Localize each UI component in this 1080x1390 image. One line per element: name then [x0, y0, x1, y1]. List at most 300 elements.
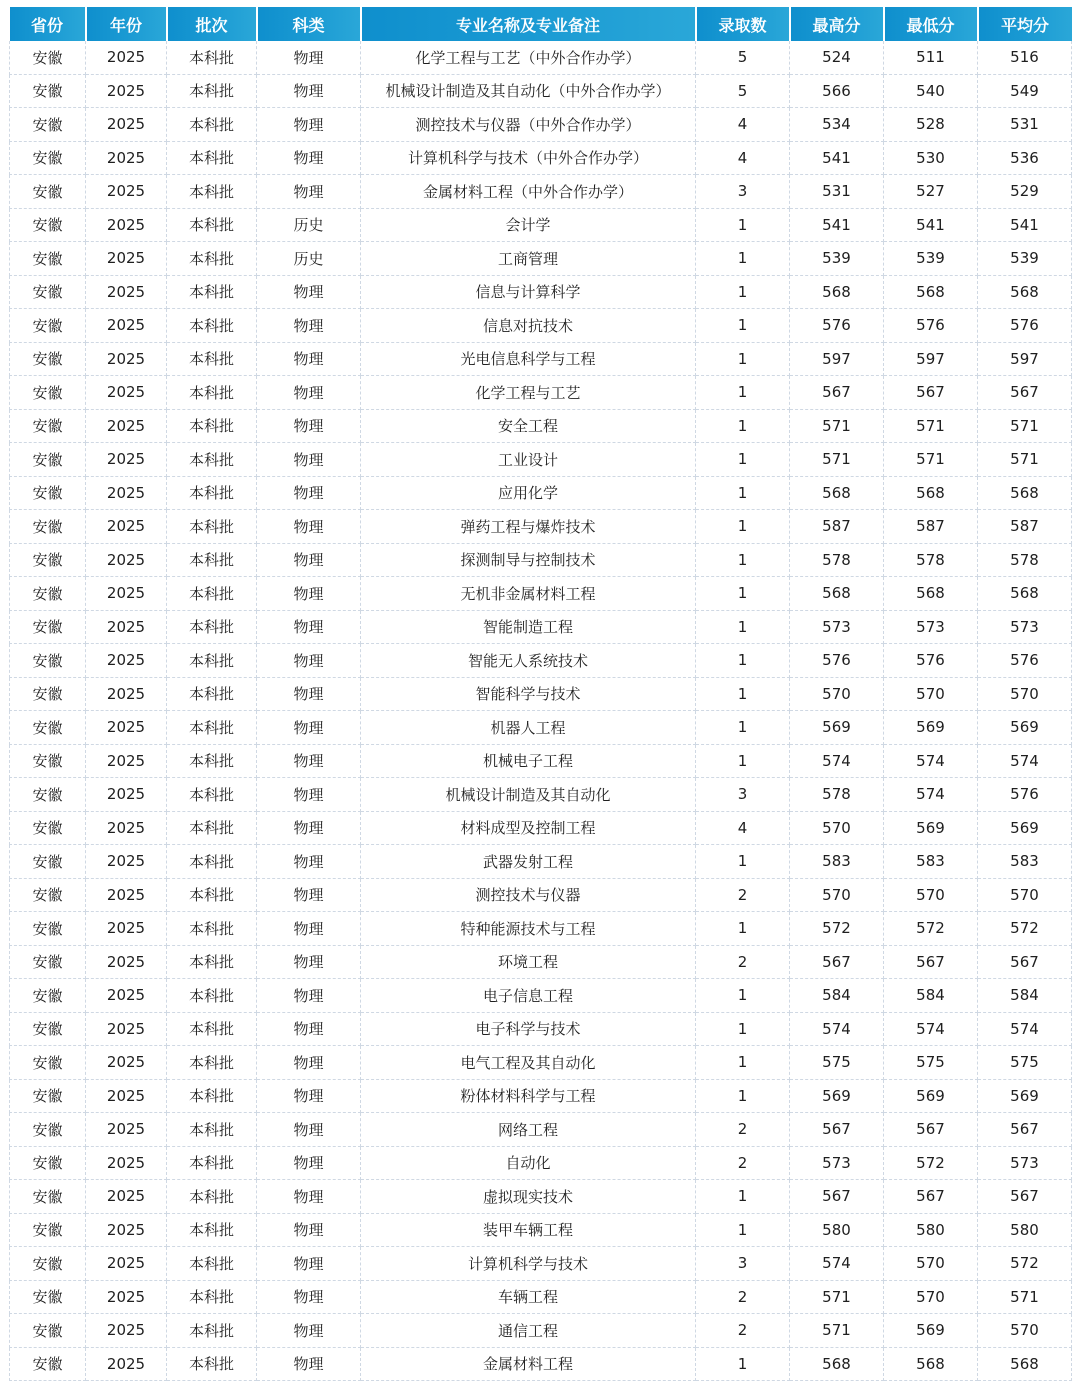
cell-major: 工业设计	[361, 443, 696, 477]
cell-year: 2025	[86, 275, 167, 309]
cell-min-score: 511	[884, 41, 978, 74]
cell-year: 2025	[86, 1012, 167, 1046]
cell-min-score: 576	[884, 309, 978, 343]
cell-subject: 物理	[257, 1146, 361, 1180]
cell-major: 无机非金属材料工程	[361, 577, 696, 611]
cell-major: 材料成型及控制工程	[361, 811, 696, 845]
table-row	[10, 443, 1072, 477]
cell-min-score: 584	[884, 979, 978, 1013]
cell-admitted-count: 3	[696, 1247, 790, 1281]
cell-admitted-count: 1	[696, 610, 790, 644]
cell-province: 安徽	[10, 577, 86, 611]
table-row	[10, 610, 1072, 644]
cell-admitted-count: 2	[696, 1314, 790, 1348]
cell-major: 测控技术与仪器	[361, 878, 696, 912]
cell-province: 安徽	[10, 1314, 86, 1348]
cell-admitted-count: 1	[696, 1347, 790, 1381]
cell-max-score: 576	[790, 309, 884, 343]
cell-max-score: 571	[790, 409, 884, 443]
cell-province: 安徽	[10, 1012, 86, 1046]
cell-year: 2025	[86, 1113, 167, 1147]
cell-batch: 本科批	[167, 711, 257, 745]
cell-subject: 物理	[257, 912, 361, 946]
cell-admitted-count: 2	[696, 1146, 790, 1180]
cell-year: 2025	[86, 476, 167, 510]
cell-max-score: 571	[790, 1314, 884, 1348]
cell-max-score: 583	[790, 845, 884, 879]
cell-admitted-count: 4	[696, 811, 790, 845]
cell-admitted-count: 1	[696, 376, 790, 410]
cell-admitted-count: 1	[696, 275, 790, 309]
table-row	[10, 1247, 1072, 1281]
cell-province: 安徽	[10, 543, 86, 577]
table-row	[10, 41, 1072, 74]
cell-admitted-count: 3	[696, 175, 790, 209]
table-row	[10, 912, 1072, 946]
cell-avg-score: 584	[978, 979, 1072, 1013]
cell-major: 车辆工程	[361, 1280, 696, 1314]
cell-max-score: 566	[790, 74, 884, 108]
cell-admitted-count: 1	[696, 1213, 790, 1247]
cell-province: 安徽	[10, 208, 86, 242]
cell-year: 2025	[86, 1079, 167, 1113]
cell-province: 安徽	[10, 342, 86, 376]
cell-year: 2025	[86, 543, 167, 577]
cell-major: 智能制造工程	[361, 610, 696, 644]
cell-year: 2025	[86, 644, 167, 678]
cell-max-score: 580	[790, 1213, 884, 1247]
cell-min-score: 571	[884, 443, 978, 477]
cell-major: 工商管理	[361, 242, 696, 276]
cell-year: 2025	[86, 1046, 167, 1080]
cell-year: 2025	[86, 108, 167, 142]
cell-province: 安徽	[10, 811, 86, 845]
table-row	[10, 409, 1072, 443]
table-row	[10, 175, 1072, 209]
cell-major: 信息与计算科学	[361, 275, 696, 309]
cell-major: 智能科学与技术	[361, 677, 696, 711]
table-row	[10, 309, 1072, 343]
cell-batch: 本科批	[167, 275, 257, 309]
cell-batch: 本科批	[167, 510, 257, 544]
cell-subject: 物理	[257, 878, 361, 912]
cell-province: 安徽	[10, 1247, 86, 1281]
cell-min-score: 570	[884, 1247, 978, 1281]
cell-year: 2025	[86, 711, 167, 745]
cell-min-score: 568	[884, 476, 978, 510]
admission-scores-table	[9, 7, 1072, 1381]
cell-subject: 物理	[257, 677, 361, 711]
cell-subject: 物理	[257, 108, 361, 142]
cell-min-score: 587	[884, 510, 978, 544]
cell-avg-score: 567	[978, 1180, 1072, 1214]
cell-province: 安徽	[10, 443, 86, 477]
cell-batch: 本科批	[167, 1314, 257, 1348]
header-subject: 科类	[257, 7, 361, 41]
cell-province: 安徽	[10, 845, 86, 879]
cell-min-score: 574	[884, 744, 978, 778]
cell-batch: 本科批	[167, 476, 257, 510]
cell-province: 安徽	[10, 878, 86, 912]
cell-major: 通信工程	[361, 1314, 696, 1348]
cell-province: 安徽	[10, 409, 86, 443]
cell-province: 安徽	[10, 108, 86, 142]
cell-batch: 本科批	[167, 309, 257, 343]
cell-admitted-count: 1	[696, 711, 790, 745]
cell-avg-score: 576	[978, 309, 1072, 343]
table-row	[10, 711, 1072, 745]
cell-avg-score: 572	[978, 1247, 1072, 1281]
cell-province: 安徽	[10, 510, 86, 544]
cell-min-score: 528	[884, 108, 978, 142]
cell-batch: 本科批	[167, 543, 257, 577]
table-row	[10, 677, 1072, 711]
cell-batch: 本科批	[167, 1213, 257, 1247]
cell-max-score: 573	[790, 610, 884, 644]
cell-subject: 物理	[257, 510, 361, 544]
table-row	[10, 1180, 1072, 1214]
cell-province: 安徽	[10, 1180, 86, 1214]
cell-batch: 本科批	[167, 1079, 257, 1113]
cell-min-score: 576	[884, 644, 978, 678]
cell-batch: 本科批	[167, 409, 257, 443]
cell-avg-score: 568	[978, 275, 1072, 309]
cell-max-score: 578	[790, 778, 884, 812]
table-row	[10, 510, 1072, 544]
cell-min-score: 575	[884, 1046, 978, 1080]
cell-batch: 本科批	[167, 979, 257, 1013]
cell-max-score: 574	[790, 1247, 884, 1281]
cell-subject: 物理	[257, 610, 361, 644]
cell-major: 武器发射工程	[361, 845, 696, 879]
cell-batch: 本科批	[167, 1012, 257, 1046]
cell-min-score: 540	[884, 74, 978, 108]
cell-min-score: 527	[884, 175, 978, 209]
cell-batch: 本科批	[167, 912, 257, 946]
cell-avg-score: 573	[978, 610, 1072, 644]
cell-major: 电气工程及其自动化	[361, 1046, 696, 1080]
cell-admitted-count: 1	[696, 543, 790, 577]
cell-avg-score: 516	[978, 41, 1072, 74]
cell-max-score: 568	[790, 476, 884, 510]
cell-major: 网络工程	[361, 1113, 696, 1147]
header-min-score: 最低分	[884, 7, 978, 41]
cell-min-score: 568	[884, 1347, 978, 1381]
cell-max-score: 568	[790, 1347, 884, 1381]
cell-subject: 物理	[257, 342, 361, 376]
cell-subject: 物理	[257, 945, 361, 979]
cell-min-score: 573	[884, 610, 978, 644]
cell-max-score: 576	[790, 644, 884, 678]
cell-year: 2025	[86, 677, 167, 711]
cell-avg-score: 568	[978, 476, 1072, 510]
cell-province: 安徽	[10, 979, 86, 1013]
cell-batch: 本科批	[167, 1280, 257, 1314]
cell-batch: 本科批	[167, 1247, 257, 1281]
cell-province: 安徽	[10, 1213, 86, 1247]
cell-max-score: 584	[790, 979, 884, 1013]
cell-year: 2025	[86, 1180, 167, 1214]
cell-major: 安全工程	[361, 409, 696, 443]
cell-year: 2025	[86, 342, 167, 376]
cell-province: 安徽	[10, 275, 86, 309]
cell-subject: 物理	[257, 1213, 361, 1247]
cell-avg-score: 567	[978, 376, 1072, 410]
cell-admitted-count: 2	[696, 945, 790, 979]
table-row	[10, 979, 1072, 1013]
cell-year: 2025	[86, 74, 167, 108]
cell-avg-score: 574	[978, 744, 1072, 778]
cell-min-score: 567	[884, 376, 978, 410]
header-year: 年份	[86, 7, 167, 41]
table-row	[10, 1347, 1072, 1381]
cell-subject: 物理	[257, 175, 361, 209]
cell-batch: 本科批	[167, 1180, 257, 1214]
cell-max-score: 568	[790, 577, 884, 611]
cell-avg-score: 569	[978, 1079, 1072, 1113]
cell-subject: 物理	[257, 1079, 361, 1113]
cell-major: 光电信息科学与工程	[361, 342, 696, 376]
cell-max-score: 571	[790, 443, 884, 477]
cell-avg-score: 576	[978, 644, 1072, 678]
cell-year: 2025	[86, 1213, 167, 1247]
cell-major: 特种能源技术与工程	[361, 912, 696, 946]
cell-min-score: 568	[884, 577, 978, 611]
cell-major: 智能无人系统技术	[361, 644, 696, 678]
cell-admitted-count: 1	[696, 1012, 790, 1046]
cell-avg-score: 539	[978, 242, 1072, 276]
cell-avg-score: 587	[978, 510, 1072, 544]
cell-admitted-count: 1	[696, 677, 790, 711]
table-row	[10, 1079, 1072, 1113]
table-row	[10, 543, 1072, 577]
cell-min-score: 567	[884, 1180, 978, 1214]
cell-max-score: 568	[790, 275, 884, 309]
table-row	[10, 1113, 1072, 1147]
cell-max-score: 574	[790, 1012, 884, 1046]
table-row	[10, 1213, 1072, 1247]
cell-major: 弹药工程与爆炸技术	[361, 510, 696, 544]
cell-subject: 物理	[257, 1046, 361, 1080]
cell-min-score: 574	[884, 1012, 978, 1046]
cell-year: 2025	[86, 376, 167, 410]
cell-province: 安徽	[10, 141, 86, 175]
cell-avg-score: 568	[978, 1347, 1072, 1381]
cell-avg-score: 597	[978, 342, 1072, 376]
header-province: 省份	[10, 7, 86, 41]
cell-province: 安徽	[10, 711, 86, 745]
cell-major: 金属材料工程	[361, 1347, 696, 1381]
cell-subject: 物理	[257, 1113, 361, 1147]
table-row	[10, 845, 1072, 879]
cell-year: 2025	[86, 945, 167, 979]
cell-subject: 物理	[257, 443, 361, 477]
cell-subject: 物理	[257, 1247, 361, 1281]
cell-major: 信息对抗技术	[361, 309, 696, 343]
cell-max-score: 587	[790, 510, 884, 544]
cell-major: 虚拟现实技术	[361, 1180, 696, 1214]
cell-avg-score: 571	[978, 409, 1072, 443]
cell-year: 2025	[86, 778, 167, 812]
cell-min-score: 580	[884, 1213, 978, 1247]
cell-admitted-count: 1	[696, 208, 790, 242]
cell-province: 安徽	[10, 1146, 86, 1180]
cell-min-score: 530	[884, 141, 978, 175]
cell-min-score: 574	[884, 778, 978, 812]
cell-year: 2025	[86, 912, 167, 946]
header-max-score: 最高分	[790, 7, 884, 41]
cell-province: 安徽	[10, 242, 86, 276]
cell-max-score: 570	[790, 811, 884, 845]
cell-avg-score: 573	[978, 1146, 1072, 1180]
cell-admitted-count: 1	[696, 577, 790, 611]
cell-year: 2025	[86, 1146, 167, 1180]
cell-province: 安徽	[10, 1280, 86, 1314]
cell-major: 计算机科学与技术（中外合作办学）	[361, 141, 696, 175]
cell-batch: 本科批	[167, 778, 257, 812]
cell-min-score: 578	[884, 543, 978, 577]
cell-admitted-count: 5	[696, 74, 790, 108]
cell-admitted-count: 1	[696, 845, 790, 879]
cell-min-score: 569	[884, 711, 978, 745]
cell-year: 2025	[86, 845, 167, 879]
cell-year: 2025	[86, 744, 167, 778]
cell-subject: 物理	[257, 141, 361, 175]
cell-province: 安徽	[10, 1113, 86, 1147]
cell-year: 2025	[86, 878, 167, 912]
cell-major: 粉体材料科学与工程	[361, 1079, 696, 1113]
cell-admitted-count: 1	[696, 476, 790, 510]
cell-max-score: 572	[790, 912, 884, 946]
cell-batch: 本科批	[167, 108, 257, 142]
cell-max-score: 567	[790, 1180, 884, 1214]
cell-subject: 物理	[257, 41, 361, 74]
cell-admitted-count: 1	[696, 644, 790, 678]
table-header	[10, 7, 1072, 41]
cell-year: 2025	[86, 1247, 167, 1281]
cell-major: 机械设计制造及其自动化	[361, 778, 696, 812]
cell-province: 安徽	[10, 778, 86, 812]
cell-admitted-count: 1	[696, 342, 790, 376]
cell-admitted-count: 5	[696, 41, 790, 74]
cell-admitted-count: 4	[696, 108, 790, 142]
cell-admitted-count: 4	[696, 141, 790, 175]
cell-avg-score: 567	[978, 945, 1072, 979]
table-row	[10, 242, 1072, 276]
cell-subject: 历史	[257, 208, 361, 242]
cell-year: 2025	[86, 443, 167, 477]
cell-min-score: 597	[884, 342, 978, 376]
cell-max-score: 575	[790, 1046, 884, 1080]
cell-batch: 本科批	[167, 677, 257, 711]
cell-year: 2025	[86, 1280, 167, 1314]
cell-major: 测控技术与仪器（中外合作办学）	[361, 108, 696, 142]
cell-year: 2025	[86, 610, 167, 644]
cell-subject: 物理	[257, 74, 361, 108]
cell-max-score: 567	[790, 1113, 884, 1147]
cell-max-score: 567	[790, 376, 884, 410]
cell-batch: 本科批	[167, 1347, 257, 1381]
cell-province: 安徽	[10, 1079, 86, 1113]
cell-avg-score: 571	[978, 1280, 1072, 1314]
cell-major: 化学工程与工艺（中外合作办学）	[361, 41, 696, 74]
cell-batch: 本科批	[167, 74, 257, 108]
table-row	[10, 1280, 1072, 1314]
cell-subject: 物理	[257, 309, 361, 343]
cell-avg-score: 569	[978, 711, 1072, 745]
cell-subject: 物理	[257, 744, 361, 778]
cell-min-score: 572	[884, 912, 978, 946]
cell-year: 2025	[86, 242, 167, 276]
table-row	[10, 744, 1072, 778]
cell-province: 安徽	[10, 175, 86, 209]
cell-admitted-count: 1	[696, 309, 790, 343]
cell-subject: 物理	[257, 811, 361, 845]
cell-admitted-count: 2	[696, 1113, 790, 1147]
cell-avg-score: 574	[978, 1012, 1072, 1046]
cell-batch: 本科批	[167, 644, 257, 678]
cell-batch: 本科批	[167, 811, 257, 845]
cell-batch: 本科批	[167, 878, 257, 912]
cell-max-score: 531	[790, 175, 884, 209]
cell-avg-score: 569	[978, 811, 1072, 845]
cell-subject: 物理	[257, 275, 361, 309]
cell-min-score: 569	[884, 1079, 978, 1113]
cell-admitted-count: 1	[696, 912, 790, 946]
cell-province: 安徽	[10, 945, 86, 979]
cell-province: 安徽	[10, 41, 86, 74]
cell-avg-score: 529	[978, 175, 1072, 209]
cell-max-score: 569	[790, 711, 884, 745]
header-row	[10, 7, 1072, 41]
table-row	[10, 275, 1072, 309]
table-row	[10, 476, 1072, 510]
cell-min-score: 570	[884, 677, 978, 711]
cell-max-score: 534	[790, 108, 884, 142]
cell-year: 2025	[86, 1314, 167, 1348]
cell-batch: 本科批	[167, 208, 257, 242]
cell-year: 2025	[86, 1347, 167, 1381]
cell-subject: 物理	[257, 1012, 361, 1046]
cell-admitted-count: 1	[696, 409, 790, 443]
cell-year: 2025	[86, 510, 167, 544]
cell-min-score: 571	[884, 409, 978, 443]
cell-batch: 本科批	[167, 342, 257, 376]
cell-year: 2025	[86, 208, 167, 242]
cell-major: 应用化学	[361, 476, 696, 510]
cell-subject: 物理	[257, 409, 361, 443]
cell-province: 安徽	[10, 744, 86, 778]
cell-major: 装甲车辆工程	[361, 1213, 696, 1247]
cell-batch: 本科批	[167, 945, 257, 979]
cell-avg-score: 572	[978, 912, 1072, 946]
table-body	[10, 41, 1072, 1381]
cell-avg-score: 549	[978, 74, 1072, 108]
cell-admitted-count: 2	[696, 878, 790, 912]
cell-min-score: 569	[884, 811, 978, 845]
cell-max-score: 570	[790, 878, 884, 912]
cell-min-score: 572	[884, 1146, 978, 1180]
cell-min-score: 583	[884, 845, 978, 879]
cell-subject: 物理	[257, 711, 361, 745]
cell-major: 探测制导与控制技术	[361, 543, 696, 577]
cell-batch: 本科批	[167, 845, 257, 879]
cell-max-score: 597	[790, 342, 884, 376]
cell-max-score: 569	[790, 1079, 884, 1113]
cell-batch: 本科批	[167, 443, 257, 477]
cell-province: 安徽	[10, 74, 86, 108]
table-row	[10, 376, 1072, 410]
